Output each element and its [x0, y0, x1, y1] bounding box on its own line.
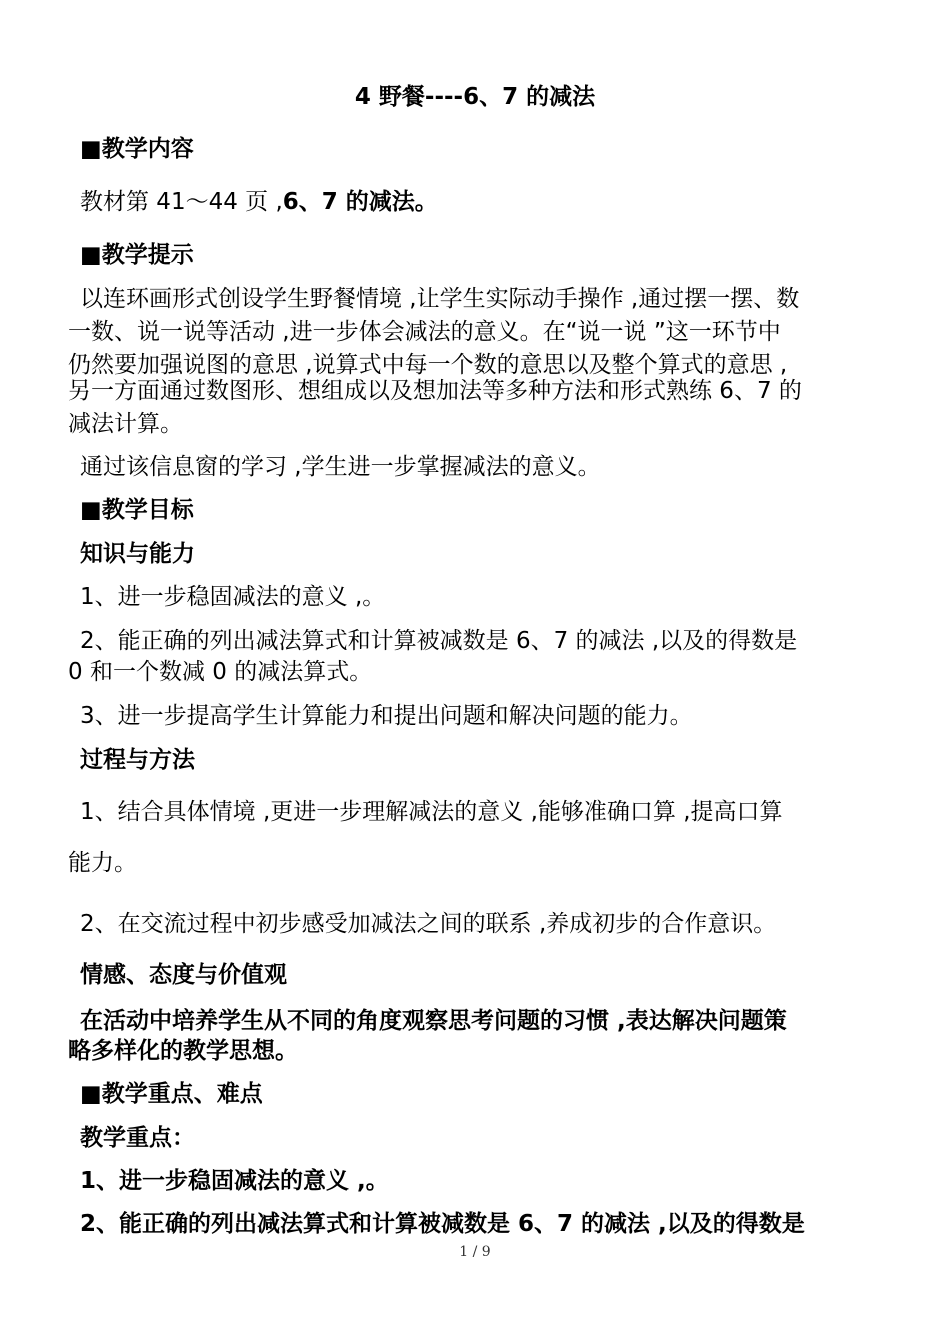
subheading-emotion: 情感、态度与价值观 [80, 962, 287, 988]
emotion-text-line1: 在活动中培养学生从不同的角度观察思考问题的习惯 ,表达解决问题策 [80, 1008, 787, 1034]
process-item-1-line2: 能力。 [68, 850, 137, 876]
hints-paragraph-line: 以连环画形式创设学生野餐情境 ,让学生实际动手操作 ,通过摆一摆、数 [80, 286, 800, 312]
content-text-topic: 6、7 的减法。 [282, 189, 438, 215]
process-item-1-line1: 1、结合具体情境 ,更进一步理解减法的意义 ,能够准确口算 ,提高口算 [80, 799, 783, 825]
section-heading-content: ■教学内容 [80, 136, 194, 162]
knowledge-item-1: 1、进一步稳固减法的意义 ,。 [80, 584, 386, 610]
content-text [80, 185, 900, 219]
knowledge-item-2-line1: 2、能正确的列出减法算式和计算被减数是 6、7 的减法 ,以及的得数是 [80, 628, 798, 654]
emotion-text-line2: 略多样化的教学思想。 [68, 1038, 298, 1064]
section-heading-hints: ■教学提示 [80, 242, 194, 268]
key-point-2: 2、能正确的列出减法算式和计算被减数是 6、7 的减法 ,以及的得数是 [80, 1211, 805, 1237]
hints-paragraph-line: 一数、说一说等活动 ,进一步体会减法的意义。在“说一说 ”这一环节中 [68, 319, 781, 345]
subheading-key-points: 教学重点： [80, 1125, 195, 1151]
hints-paragraph-line: 另一方面通过数图形、想组成以及想加法等多种方法和形式熟练 6、7 的 [68, 378, 802, 404]
content-text-pages: 教材第 41～44 页 , [80, 189, 283, 215]
knowledge-item-3: 3、进一步提高学生计算能力和提出问题和解决问题的能力。 [80, 703, 693, 729]
key-point-1: 1、进一步稳固减法的意义 ,。 [80, 1168, 389, 1194]
subheading-knowledge: 知识与能力 [80, 541, 195, 567]
process-item-2: 2、在交流过程中初步感受加减法之间的联系 ,养成初步的合作意识。 [80, 911, 777, 937]
page-number: 1 / 9 [459, 1244, 491, 1260]
document-title: 4 野餐----6、7 的减法 [354, 84, 596, 110]
hints-paragraph-line: 减法计算。 [68, 411, 183, 437]
knowledge-item-2-line2: 0 和一个数减 0 的减法算式。 [68, 659, 373, 685]
hints-paragraph-line: 仍然要加强说图的意思 ,说算式中每一个数的意思以及整个算式的意思 , [68, 352, 788, 378]
section-heading-key-points: ■教学重点、难点 [80, 1081, 263, 1107]
subheading-process: 过程与方法 [80, 747, 195, 773]
hints-paragraph-2: 通过该信息窗的学习 ,学生进一步掌握减法的意义。 [80, 454, 601, 480]
section-heading-objectives: ■教学目标 [80, 497, 194, 523]
